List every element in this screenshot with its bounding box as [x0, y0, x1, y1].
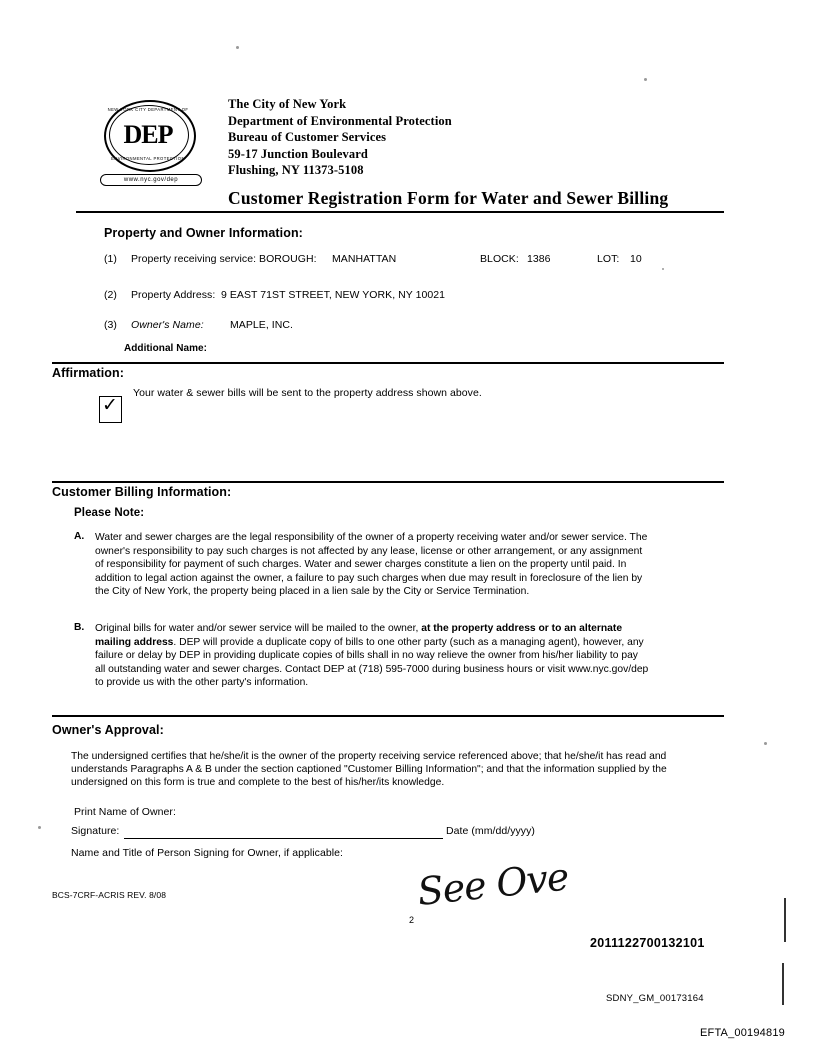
signature-input-line[interactable] [124, 838, 443, 839]
scan-speck-3 [662, 268, 664, 270]
agency-line-3: 59-17 Junction Boulevard [228, 146, 368, 161]
scan-edge-mark-1 [784, 898, 786, 942]
affirmation-checkbox[interactable] [99, 396, 122, 423]
dep-url-label: www.nyc.gov/dep [100, 174, 202, 186]
divider-title [76, 211, 724, 213]
item3-value: MAPLE, INC. [230, 319, 293, 331]
item1-block-label: BLOCK: [480, 253, 519, 265]
please-note-label: Please Note: [74, 507, 145, 519]
billing-item-b-letter: B. [74, 622, 85, 633]
item1-lot-value: 10 [630, 253, 642, 265]
item2-number: (2) [104, 289, 117, 301]
handwritten-signature: See Ove [415, 854, 571, 914]
form-title: Customer Registration Form for Water and Sewer Billing [228, 188, 669, 208]
name-title-label: Name and Title of Person Signing for Owner, if applicable: [71, 847, 343, 859]
approval-heading: Owner's Approval: [52, 723, 164, 737]
seal-dep-text: DEP [123, 120, 173, 149]
affirmation-statement: Your water & sewer bills will be sent to the property address shown above. [133, 387, 482, 399]
divider-billing [52, 481, 724, 483]
billing-item-b-part1: Original bills for water and/or sewer service will be mailed to the owner, [95, 623, 422, 634]
item3-label: Owner's Name: [131, 319, 204, 331]
approval-certification: The undersigned certifies that he/she/it is the owner of the property receiving service referenced above; that he/she/it has read and understands Paragraphs A & B under the section captioned "Customer Billing Information"; and that the information supplied by the undersigned on this form is true and complete to the best of his/her/its knowledge. [71, 751, 667, 789]
divider-affirmation [52, 362, 724, 364]
divider-approval [52, 715, 724, 717]
page-number: 2 [409, 915, 415, 925]
billing-item-b-bold: at the property address or to an alternate mailing address [95, 623, 623, 648]
agency-line-4: Flushing, NY 11373-5108 [228, 163, 364, 177]
item1-lot-label: LOT: [597, 253, 620, 265]
scan-speck-1 [236, 46, 239, 49]
item1-borough-value: MANHATTAN [332, 253, 397, 265]
date-label: Date (mm/dd/yyyy) [446, 825, 535, 837]
item1-label: Property receiving service: BOROUGH: [131, 253, 317, 265]
checkmark-icon: ✓ [102, 394, 118, 416]
billing-item-b-part2: . DEP will provide a duplicate copy of bills to one other party (such as a managing agent), however, any failure or delay by DEP in providing duplicate copies of bills shall in no way relieve the owner from his/her liability to pay all outstanding water and sewer charges. Contact DEP at (718) 595-7000 during business hours or visit www.nyc.gov/dep to provide us with the other party's information. [95, 636, 649, 689]
item1-block-value: 1386 [527, 253, 551, 265]
scan-edge-mark-2 [782, 963, 784, 1005]
print-name-label: Print Name of Owner: [74, 806, 176, 818]
signature-label: Signature: [71, 825, 120, 837]
scan-speck-2 [644, 78, 647, 81]
document-number: 2011122700132101 [590, 936, 705, 950]
bates-number-1: SDNY_GM_00173164 [606, 993, 704, 1004]
scan-speck-5 [38, 826, 41, 829]
bates-number-2: EFTA_00194819 [700, 1027, 785, 1039]
form-code-label: BCS-7CRF-ACRIS REV. 8/08 [52, 890, 167, 900]
agency-line-2: Bureau of Customer Services [228, 130, 387, 144]
agency-address-block [228, 96, 748, 179]
billing-item-a-letter: A. [74, 531, 85, 542]
seal-bottom-text: ENVIRONMENTAL PROTECTION [111, 156, 185, 161]
property-section-heading: Property and Owner Information: [104, 226, 303, 240]
dep-logo [100, 100, 210, 190]
dep-seal-icon [104, 100, 196, 172]
affirmation-heading: Affirmation: [52, 366, 125, 380]
seal-top-text: NEW YORK CITY DEPARTMENT OF [107, 107, 189, 112]
item2-value: 9 EAST 71ST STREET, NEW YORK, NY 10021 [221, 289, 446, 301]
item1-number: (1) [104, 253, 117, 265]
additional-name-label: Additional Name: [124, 343, 208, 354]
billing-item-b-text [95, 622, 651, 690]
billing-item-a-text: Water and sewer charges are the legal responsibility of the owner of a property receiving water and/or sewer service. The owner's responsibility to pay such charges is not affected by any lease, license or other arrangement, or any assignment of responsibility for payment of such charges. Water and sewer charges constitute a lien on the property until paid. In addition to legal action against the owner, a failure to pay such charges when due may result in foreclosure of the lien by the City of New York, the property being placed in a lien sale by the City or Service Termination. [95, 532, 648, 598]
agency-line-0: The City of New York [228, 97, 347, 111]
agency-line-1: Department of Environmental Protection [228, 113, 452, 128]
scan-speck-4 [764, 742, 767, 745]
billing-section-heading: Customer Billing Information: [52, 485, 232, 499]
item3-number: (3) [104, 319, 117, 331]
item2-label: Property Address: [131, 289, 216, 301]
